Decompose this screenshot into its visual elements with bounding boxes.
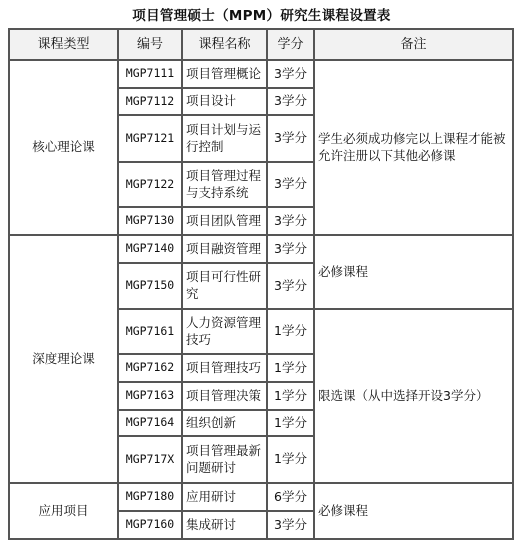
course-name: 项目管理过程与支持系统 [183,163,266,206]
course-credit: 3学分 [268,236,313,262]
course-code: MGP717X [119,437,181,482]
header-credit: 学分 [268,30,313,59]
course-name: 项目管理概论 [183,61,266,87]
category-core: 核心理论课 [10,61,117,234]
course-name: 项目管理决策 [183,383,266,409]
course-code: MGP7122 [119,163,181,206]
header-note: 备注 [315,30,512,59]
course-credit: 3学分 [268,264,313,308]
course-code: MGP7111 [119,61,181,87]
course-code: MGP7161 [119,310,181,353]
header-name: 课程名称 [183,30,266,59]
course-credit: 1学分 [268,310,313,353]
course-name: 人力资源管理技巧 [183,310,266,353]
course-name: 项目管理技巧 [183,355,266,381]
course-name: 集成研讨 [183,512,266,538]
course-credit: 1学分 [268,437,313,482]
course-table [8,28,514,540]
course-code: MGP7112 [119,89,181,114]
course-code: MGP7121 [119,116,181,161]
course-credit: 6学分 [268,484,313,510]
course-code: MGP7164 [119,411,181,435]
category-advanced: 深度理论课 [10,236,117,482]
course-credit: 3学分 [268,163,313,206]
course-credit: 3学分 [268,512,313,538]
course-code: MGP7130 [119,208,181,234]
category-applied: 应用项目 [10,484,117,538]
course-code: MGP7180 [119,484,181,510]
note-core: 学生必须成功修完以上课程才能被允许注册以下其他必修课 [315,61,512,234]
course-code: MGP7160 [119,512,181,538]
course-name: 项目管理最新问题研讨 [183,437,266,482]
note-elective: 限选课（从中选择开设3学分） [315,310,512,482]
page-title: 项目管理硕士（MPM）研究生课程设置表 [132,8,391,24]
course-code: MGP7162 [119,355,181,381]
course-name: 项目设计 [183,89,266,114]
course-credit: 1学分 [268,355,313,381]
course-credit: 1学分 [268,383,313,409]
course-name: 项目可行性研究 [183,264,266,308]
course-name: 项目团队管理 [183,208,266,234]
course-credit: 3学分 [268,61,313,87]
header-code: 编号 [119,30,181,59]
note-required-applied: 必修课程 [315,484,512,538]
course-name: 应用研讨 [183,484,266,510]
course-credit: 3学分 [268,116,313,161]
course-code: MGP7150 [119,264,181,308]
course-name: 项目融资管理 [183,236,266,262]
course-code: MGP7140 [119,236,181,262]
note-required-advanced: 必修课程 [315,236,512,308]
course-name: 项目计划与运行控制 [183,116,266,161]
course-credit: 3学分 [268,89,313,114]
course-code: MGP7163 [119,383,181,409]
course-credit: 3学分 [268,208,313,234]
course-credit: 1学分 [268,411,313,435]
header-category: 课程类型 [10,30,117,59]
course-name: 组织创新 [183,411,266,435]
